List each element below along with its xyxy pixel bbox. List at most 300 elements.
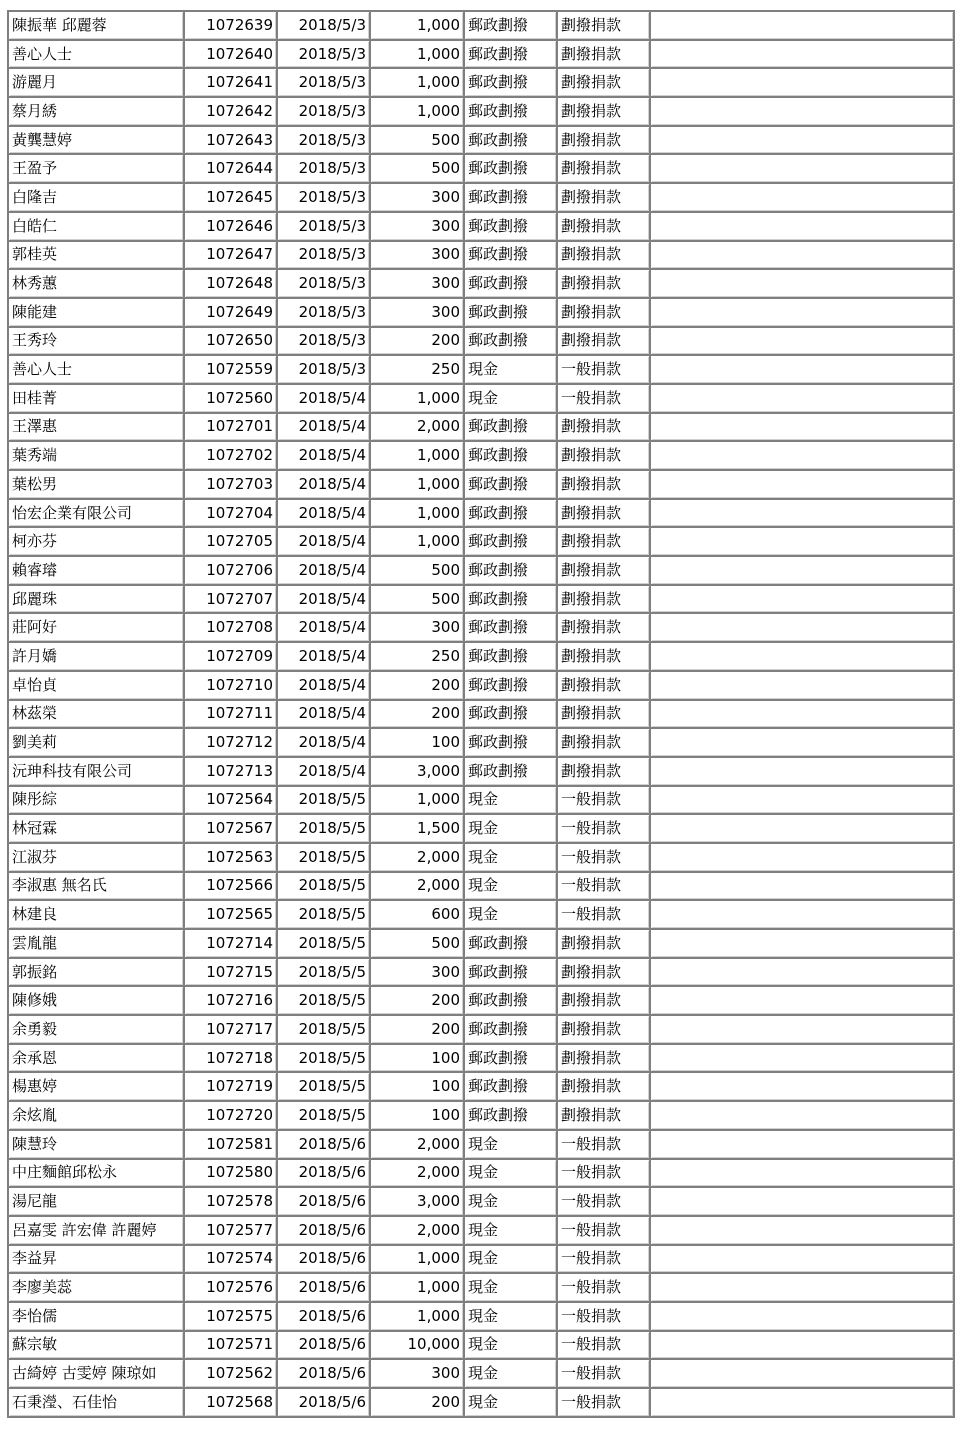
donor-name-cell: 白隆吉 (9, 184, 185, 213)
receipt-number-cell: 1072567 (185, 815, 278, 844)
donation-date-cell: 2018/5/6 (278, 1131, 371, 1160)
table-row (9, 672, 955, 701)
donor-name-cell: 李怡儒 (9, 1303, 185, 1332)
table-row (9, 729, 955, 758)
donation-date-cell: 2018/5/6 (278, 1246, 371, 1275)
donation-date-cell: 2018/5/3 (278, 155, 371, 184)
table-row (9, 873, 955, 902)
payment-method-cell: 現金 (465, 787, 558, 816)
payment-method-cell: 郵政劃撥 (465, 127, 558, 156)
note-cell (651, 528, 955, 557)
donation-type-cell: 一般捐款 (558, 385, 651, 414)
donation-type-cell: 劃撥捐款 (558, 41, 651, 70)
table-row (9, 385, 955, 414)
donation-type-cell: 劃撥捐款 (558, 557, 651, 586)
donor-name-cell: 古綺婷 古雯婷 陳琼如 (9, 1360, 185, 1389)
donation-date-cell: 2018/5/4 (278, 701, 371, 730)
note-cell (651, 672, 955, 701)
note-cell (651, 844, 955, 873)
amount-cell: 1,000 (371, 787, 465, 816)
note-cell (651, 787, 955, 816)
receipt-number-cell: 1072559 (185, 356, 278, 385)
receipt-number-cell: 1072702 (185, 442, 278, 471)
table-row (9, 701, 955, 730)
receipt-number-cell: 1072647 (185, 242, 278, 271)
donation-date-cell: 2018/5/6 (278, 1217, 371, 1246)
donation-type-cell: 劃撥捐款 (558, 127, 651, 156)
donation-date-cell: 2018/5/3 (278, 356, 371, 385)
donation-type-cell: 一般捐款 (558, 1188, 651, 1217)
note-cell (651, 758, 955, 787)
receipt-number-cell: 1072701 (185, 414, 278, 443)
receipt-number-cell: 1072705 (185, 528, 278, 557)
receipt-number-cell: 1072703 (185, 471, 278, 500)
amount-cell: 200 (371, 1016, 465, 1045)
donor-name-cell: 雲胤龍 (9, 930, 185, 959)
donor-name-cell: 王澤惠 (9, 414, 185, 443)
donor-name-cell: 蘇宗敏 (9, 1332, 185, 1361)
receipt-number-cell: 1072649 (185, 299, 278, 328)
table-row (9, 1389, 955, 1418)
receipt-number-cell: 1072712 (185, 729, 278, 758)
note-cell (651, 930, 955, 959)
table-row (9, 328, 955, 357)
donor-name-cell: 余勇毅 (9, 1016, 185, 1045)
receipt-number-cell: 1072576 (185, 1274, 278, 1303)
note-cell (651, 184, 955, 213)
table-row (9, 959, 955, 988)
amount-cell: 200 (371, 701, 465, 730)
amount-cell: 250 (371, 643, 465, 672)
donation-type-cell: 劃撥捐款 (558, 12, 651, 41)
donation-date-cell: 2018/5/5 (278, 930, 371, 959)
donor-name-cell: 林茲榮 (9, 701, 185, 730)
donor-name-cell: 余炫胤 (9, 1102, 185, 1131)
amount-cell: 3,000 (371, 758, 465, 787)
table-row (9, 1246, 955, 1275)
donation-type-cell: 一般捐款 (558, 901, 651, 930)
receipt-number-cell: 1072719 (185, 1073, 278, 1102)
payment-method-cell: 現金 (465, 385, 558, 414)
receipt-number-cell: 1072710 (185, 672, 278, 701)
donor-name-cell: 陳能建 (9, 299, 185, 328)
amount-cell: 3,000 (371, 1188, 465, 1217)
donor-name-cell: 白皓仁 (9, 213, 185, 242)
table-row (9, 213, 955, 242)
receipt-number-cell: 1072642 (185, 98, 278, 127)
receipt-number-cell: 1072713 (185, 758, 278, 787)
donation-type-cell: 劃撥捐款 (558, 213, 651, 242)
payment-method-cell: 郵政劃撥 (465, 213, 558, 242)
donation-date-cell: 2018/5/3 (278, 328, 371, 357)
donation-type-cell: 一般捐款 (558, 844, 651, 873)
donation-date-cell: 2018/5/4 (278, 758, 371, 787)
donation-type-cell: 劃撥捐款 (558, 1045, 651, 1074)
payment-method-cell: 郵政劃撥 (465, 69, 558, 98)
table-row (9, 12, 955, 41)
donor-name-cell: 余承恩 (9, 1045, 185, 1074)
donation-type-cell: 劃撥捐款 (558, 586, 651, 615)
table-row (9, 1217, 955, 1246)
donor-name-cell: 黃龔慧婷 (9, 127, 185, 156)
amount-cell: 1,000 (371, 12, 465, 41)
table-row (9, 586, 955, 615)
receipt-number-cell: 1072575 (185, 1303, 278, 1332)
donation-date-cell: 2018/5/4 (278, 414, 371, 443)
receipt-number-cell: 1072709 (185, 643, 278, 672)
table-row (9, 270, 955, 299)
receipt-number-cell: 1072717 (185, 1016, 278, 1045)
table-row (9, 1045, 955, 1074)
amount-cell: 1,000 (371, 69, 465, 98)
donation-date-cell: 2018/5/5 (278, 1073, 371, 1102)
payment-method-cell: 郵政劃撥 (465, 270, 558, 299)
amount-cell: 300 (371, 299, 465, 328)
amount-cell: 1,000 (371, 500, 465, 529)
receipt-number-cell: 1072643 (185, 127, 278, 156)
payment-method-cell: 郵政劃撥 (465, 643, 558, 672)
donation-date-cell: 2018/5/4 (278, 471, 371, 500)
donation-type-cell: 一般捐款 (558, 815, 651, 844)
amount-cell: 2,000 (371, 1160, 465, 1189)
donation-type-cell: 一般捐款 (558, 356, 651, 385)
table-row (9, 643, 955, 672)
table-row (9, 1102, 955, 1131)
amount-cell: 2,000 (371, 414, 465, 443)
donation-type-cell: 劃撥捐款 (558, 500, 651, 529)
amount-cell: 500 (371, 127, 465, 156)
amount-cell: 300 (371, 242, 465, 271)
donation-type-cell: 劃撥捐款 (558, 729, 651, 758)
payment-method-cell: 郵政劃撥 (465, 701, 558, 730)
donor-name-cell: 林秀蕙 (9, 270, 185, 299)
donation-date-cell: 2018/5/6 (278, 1360, 371, 1389)
donation-date-cell: 2018/5/4 (278, 643, 371, 672)
donation-date-cell: 2018/5/3 (278, 242, 371, 271)
donor-name-cell: 劉美莉 (9, 729, 185, 758)
donation-date-cell: 2018/5/6 (278, 1160, 371, 1189)
table-row (9, 787, 955, 816)
payment-method-cell: 郵政劃撥 (465, 959, 558, 988)
amount-cell: 2,000 (371, 873, 465, 902)
note-cell (651, 500, 955, 529)
amount-cell: 1,000 (371, 471, 465, 500)
receipt-number-cell: 1072581 (185, 1131, 278, 1160)
donation-date-cell: 2018/5/4 (278, 586, 371, 615)
table-row (9, 815, 955, 844)
payment-method-cell: 郵政劃撥 (465, 758, 558, 787)
donor-name-cell: 湯尼龍 (9, 1188, 185, 1217)
donation-type-cell: 劃撥捐款 (558, 471, 651, 500)
receipt-number-cell: 1072639 (185, 12, 278, 41)
donation-date-cell: 2018/5/6 (278, 1188, 371, 1217)
donor-name-cell: 中庄麵館邱松永 (9, 1160, 185, 1189)
note-cell (651, 1102, 955, 1131)
amount-cell: 2,000 (371, 1217, 465, 1246)
donation-type-cell: 劃撥捐款 (558, 442, 651, 471)
table-row (9, 844, 955, 873)
payment-method-cell: 現金 (465, 901, 558, 930)
note-cell (651, 586, 955, 615)
donation-type-cell: 一般捐款 (558, 1332, 651, 1361)
payment-method-cell: 現金 (465, 356, 558, 385)
receipt-number-cell: 1072707 (185, 586, 278, 615)
note-cell (651, 155, 955, 184)
table-row (9, 1073, 955, 1102)
table-row (9, 356, 955, 385)
donor-name-cell: 王盈予 (9, 155, 185, 184)
note-cell (651, 1274, 955, 1303)
donation-type-cell: 劃撥捐款 (558, 242, 651, 271)
table-row (9, 758, 955, 787)
donation-type-cell: 一般捐款 (558, 1303, 651, 1332)
table-row (9, 1303, 955, 1332)
donation-date-cell: 2018/5/5 (278, 815, 371, 844)
note-cell (651, 1160, 955, 1189)
donor-name-cell: 陳修娥 (9, 987, 185, 1016)
table-row (9, 557, 955, 586)
note-cell (651, 557, 955, 586)
donation-date-cell: 2018/5/4 (278, 614, 371, 643)
amount-cell: 300 (371, 614, 465, 643)
receipt-number-cell: 1072650 (185, 328, 278, 357)
payment-method-cell: 郵政劃撥 (465, 41, 558, 70)
amount-cell: 500 (371, 930, 465, 959)
donation-date-cell: 2018/5/3 (278, 12, 371, 41)
table-row (9, 901, 955, 930)
donation-date-cell: 2018/5/5 (278, 873, 371, 902)
donation-date-cell: 2018/5/5 (278, 959, 371, 988)
donation-type-cell: 劃撥捐款 (558, 69, 651, 98)
donation-date-cell: 2018/5/5 (278, 844, 371, 873)
donation-date-cell: 2018/5/3 (278, 213, 371, 242)
payment-method-cell: 郵政劃撥 (465, 557, 558, 586)
donation-date-cell: 2018/5/5 (278, 901, 371, 930)
table-row (9, 41, 955, 70)
receipt-number-cell: 1072578 (185, 1188, 278, 1217)
donor-name-cell: 葉松男 (9, 471, 185, 500)
receipt-number-cell: 1072641 (185, 69, 278, 98)
donation-type-cell: 劃撥捐款 (558, 672, 651, 701)
table-row (9, 1332, 955, 1361)
amount-cell: 10,000 (371, 1332, 465, 1361)
receipt-number-cell: 1072580 (185, 1160, 278, 1189)
donor-name-cell: 石秉瀅、石佳怡 (9, 1389, 185, 1418)
donation-date-cell: 2018/5/4 (278, 557, 371, 586)
amount-cell: 1,000 (371, 41, 465, 70)
donor-name-cell: 陳彤綜 (9, 787, 185, 816)
donation-date-cell: 2018/5/5 (278, 787, 371, 816)
payment-method-cell: 現金 (465, 1389, 558, 1418)
payment-method-cell: 郵政劃撥 (465, 442, 558, 471)
note-cell (651, 901, 955, 930)
donation-type-cell: 劃撥捐款 (558, 328, 651, 357)
donation-type-cell: 劃撥捐款 (558, 270, 651, 299)
receipt-number-cell: 1072648 (185, 270, 278, 299)
donation-sheet (7, 10, 955, 1418)
amount-cell: 300 (371, 184, 465, 213)
donor-name-cell: 賴睿璿 (9, 557, 185, 586)
donation-date-cell: 2018/5/4 (278, 385, 371, 414)
receipt-number-cell: 1072563 (185, 844, 278, 873)
note-cell (651, 213, 955, 242)
table-row (9, 184, 955, 213)
amount-cell: 2,000 (371, 1131, 465, 1160)
payment-method-cell: 郵政劃撥 (465, 729, 558, 758)
payment-method-cell: 現金 (465, 1303, 558, 1332)
donation-date-cell: 2018/5/3 (278, 69, 371, 98)
amount-cell: 300 (371, 959, 465, 988)
table-row (9, 98, 955, 127)
donor-name-cell: 李益昇 (9, 1246, 185, 1275)
donation-date-cell: 2018/5/5 (278, 1102, 371, 1131)
payment-method-cell: 現金 (465, 844, 558, 873)
payment-method-cell: 郵政劃撥 (465, 614, 558, 643)
table-row (9, 1274, 955, 1303)
table-row (9, 528, 955, 557)
donation-type-cell: 劃撥捐款 (558, 1016, 651, 1045)
donation-type-cell: 劃撥捐款 (558, 643, 651, 672)
receipt-number-cell: 1072645 (185, 184, 278, 213)
donor-name-cell: 邱麗珠 (9, 586, 185, 615)
receipt-number-cell: 1072704 (185, 500, 278, 529)
donation-type-cell: 一般捐款 (558, 1160, 651, 1189)
donation-date-cell: 2018/5/6 (278, 1303, 371, 1332)
receipt-number-cell: 1072568 (185, 1389, 278, 1418)
payment-method-cell: 郵政劃撥 (465, 328, 558, 357)
donation-type-cell: 劃撥捐款 (558, 299, 651, 328)
donation-type-cell: 劃撥捐款 (558, 414, 651, 443)
donor-name-cell: 郭桂英 (9, 242, 185, 271)
donor-name-cell: 林建良 (9, 901, 185, 930)
donation-date-cell: 2018/5/3 (278, 184, 371, 213)
receipt-number-cell: 1072560 (185, 385, 278, 414)
note-cell (651, 729, 955, 758)
note-cell (651, 643, 955, 672)
donation-type-cell: 劃撥捐款 (558, 959, 651, 988)
amount-cell: 100 (371, 1045, 465, 1074)
note-cell (651, 299, 955, 328)
table-row (9, 1160, 955, 1189)
donation-date-cell: 2018/5/4 (278, 672, 371, 701)
amount-cell: 500 (371, 586, 465, 615)
note-cell (651, 127, 955, 156)
donor-name-cell: 楊惠婷 (9, 1073, 185, 1102)
table-row (9, 69, 955, 98)
receipt-number-cell: 1072564 (185, 787, 278, 816)
table-row (9, 1016, 955, 1045)
receipt-number-cell: 1072562 (185, 1360, 278, 1389)
amount-cell: 500 (371, 155, 465, 184)
payment-method-cell: 現金 (465, 1217, 558, 1246)
receipt-number-cell: 1072718 (185, 1045, 278, 1074)
payment-method-cell: 郵政劃撥 (465, 12, 558, 41)
receipt-number-cell: 1072716 (185, 987, 278, 1016)
donor-name-cell: 李廖美蕊 (9, 1274, 185, 1303)
note-cell (651, 1016, 955, 1045)
donor-name-cell: 蔡月綉 (9, 98, 185, 127)
amount-cell: 1,000 (371, 98, 465, 127)
amount-cell: 1,000 (371, 1274, 465, 1303)
receipt-number-cell: 1072708 (185, 614, 278, 643)
payment-method-cell: 郵政劃撥 (465, 184, 558, 213)
note-cell (651, 1332, 955, 1361)
amount-cell: 300 (371, 270, 465, 299)
donation-type-cell: 劃撥捐款 (558, 98, 651, 127)
amount-cell: 250 (371, 356, 465, 385)
table-row (9, 1360, 955, 1389)
payment-method-cell: 郵政劃撥 (465, 98, 558, 127)
payment-method-cell: 現金 (465, 1332, 558, 1361)
note-cell (651, 242, 955, 271)
payment-method-cell: 郵政劃撥 (465, 930, 558, 959)
note-cell (651, 356, 955, 385)
payment-method-cell: 郵政劃撥 (465, 528, 558, 557)
donation-type-cell: 劃撥捐款 (558, 184, 651, 213)
donor-name-cell: 王秀玲 (9, 328, 185, 357)
donation-rows (9, 12, 955, 1418)
receipt-number-cell: 1072577 (185, 1217, 278, 1246)
note-cell (651, 1303, 955, 1332)
donation-date-cell: 2018/5/3 (278, 41, 371, 70)
amount-cell: 200 (371, 987, 465, 1016)
table-row (9, 299, 955, 328)
table-row (9, 242, 955, 271)
note-cell (651, 614, 955, 643)
receipt-number-cell: 1072644 (185, 155, 278, 184)
payment-method-cell: 郵政劃撥 (465, 471, 558, 500)
donation-type-cell: 一般捐款 (558, 1360, 651, 1389)
note-cell (651, 98, 955, 127)
donor-name-cell: 李淑惠 無名氏 (9, 873, 185, 902)
donor-name-cell: 莊阿好 (9, 614, 185, 643)
payment-method-cell: 郵政劃撥 (465, 500, 558, 529)
amount-cell: 300 (371, 1360, 465, 1389)
donation-type-cell: 一般捐款 (558, 873, 651, 902)
donation-table (9, 12, 955, 1418)
table-row (9, 442, 955, 471)
note-cell (651, 1389, 955, 1418)
payment-method-cell: 郵政劃撥 (465, 242, 558, 271)
table-row (9, 471, 955, 500)
donation-date-cell: 2018/5/4 (278, 729, 371, 758)
donor-name-cell: 江淑芬 (9, 844, 185, 873)
receipt-number-cell: 1072646 (185, 213, 278, 242)
amount-cell: 300 (371, 213, 465, 242)
amount-cell: 600 (371, 901, 465, 930)
table-row (9, 500, 955, 529)
note-cell (651, 1131, 955, 1160)
amount-cell: 200 (371, 672, 465, 701)
note-cell (651, 987, 955, 1016)
donation-date-cell: 2018/5/5 (278, 1016, 371, 1045)
donor-name-cell: 呂嘉雯 許宏偉 許麗婷 (9, 1217, 185, 1246)
donation-type-cell: 劃撥捐款 (558, 614, 651, 643)
amount-cell: 1,000 (371, 528, 465, 557)
table-row (9, 155, 955, 184)
donation-type-cell: 一般捐款 (558, 787, 651, 816)
table-row (9, 127, 955, 156)
note-cell (651, 701, 955, 730)
receipt-number-cell: 1072715 (185, 959, 278, 988)
amount-cell: 100 (371, 1102, 465, 1131)
payment-method-cell: 現金 (465, 815, 558, 844)
amount-cell: 200 (371, 1389, 465, 1418)
payment-method-cell: 郵政劃撥 (465, 586, 558, 615)
donor-name-cell: 柯亦芬 (9, 528, 185, 557)
amount-cell: 1,000 (371, 442, 465, 471)
payment-method-cell: 現金 (465, 1131, 558, 1160)
